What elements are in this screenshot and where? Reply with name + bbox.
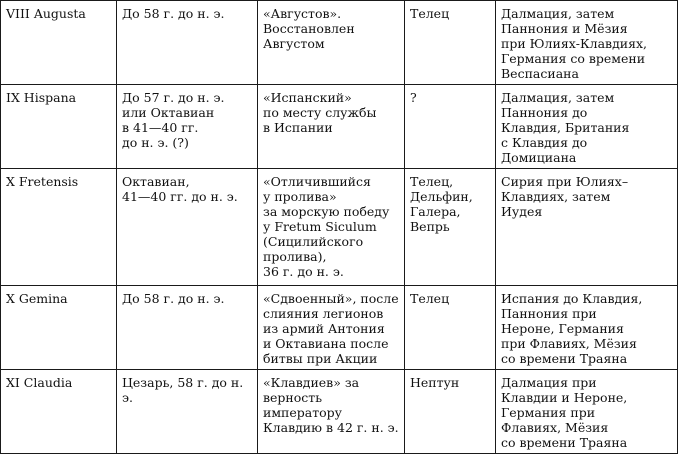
formation-date-cell	[117, 169, 258, 286]
emblem: Телец	[410, 291, 450, 306]
location-cell	[496, 169, 678, 286]
legion-name: X Fretensis	[6, 174, 79, 189]
legion-name: XI Claudia	[6, 375, 73, 390]
formation-date: До 57 г. до н. э. или Октавиан в 41—40 гг. до н. э. (?)	[122, 90, 225, 150]
legion-name-cell	[1, 286, 117, 370]
nickname-cell	[258, 1, 405, 85]
nickname: «Августов». Восстановлен Августом	[263, 6, 355, 51]
formation-date: Цезарь, 58 г. до н. э.	[122, 375, 244, 405]
formation-date-cell	[117, 370, 258, 454]
nickname: «Клавдиев» за верность императору Клавдию в 42 г. н. э.	[263, 375, 399, 435]
emblem: Телец, Дельфин, Галера, Вепрь	[410, 174, 473, 234]
location: Далмация, затем Паннония до Клавдия, Британия с Клавдия до Домициана	[501, 90, 630, 165]
location: Испания до Клавдия, Паннония при Нероне, Германия при Флавиях, Мёзия со времени Траяна	[501, 291, 643, 366]
table-row	[1, 1, 678, 85]
table-row	[1, 370, 678, 454]
legion-name: IX Hispana	[6, 90, 77, 105]
emblem-cell	[405, 169, 496, 286]
location: Сирия при Юлиях– Клавдиях, затем Иудея	[501, 174, 629, 219]
emblem-cell	[405, 1, 496, 85]
location: Далмация, затем Паннония и Мёзия при Юлиях-Клавдиях, Германия со времени Веспасиана	[501, 6, 648, 81]
formation-date: До 58 г. до н. э.	[122, 6, 225, 21]
nickname-cell	[258, 85, 405, 169]
formation-date-cell	[117, 85, 258, 169]
emblem-cell	[405, 286, 496, 370]
formation-date: До 58 г. до н. э.	[122, 291, 225, 306]
location-cell	[496, 85, 678, 169]
location: Далмация при Клавдии и Нероне, Германия при Флавиях, Мёзия со времени Траяна	[501, 375, 628, 450]
legion-name-cell	[1, 1, 117, 85]
location-cell	[496, 1, 678, 85]
emblem: Нептун	[410, 375, 460, 390]
formation-date-cell	[117, 1, 258, 85]
nickname: «Испанский» по месту службы в Испании	[263, 90, 377, 135]
legion-name-cell	[1, 370, 117, 454]
table-row	[1, 169, 678, 286]
table-row	[1, 286, 678, 370]
table-row	[1, 85, 678, 169]
legion-name-cell	[1, 85, 117, 169]
nickname-cell	[258, 370, 405, 454]
location-cell	[496, 370, 678, 454]
location-cell	[496, 286, 678, 370]
legion-name: X Gemina	[6, 291, 68, 306]
nickname-cell	[258, 169, 405, 286]
formation-date: Октавиан, 41—40 гг. до н. э.	[122, 174, 238, 204]
emblem-cell	[405, 370, 496, 454]
nickname-cell	[258, 286, 405, 370]
emblem-cell	[405, 85, 496, 169]
emblem: Телец	[410, 6, 450, 21]
nickname: «Сдвоенный», после слияния легионов из армий Антония и Октавиана после битвы при Акции	[263, 291, 399, 366]
nickname: «Отличившийся у пролива» за морскую победу у Fretum Siculum (Сицилийского пролива), 36 г. до н. э.	[263, 174, 390, 279]
legion-name: VIII Augusta	[6, 6, 86, 21]
formation-date-cell	[117, 286, 258, 370]
emblem: ?	[410, 90, 417, 105]
legion-name-cell	[1, 169, 117, 286]
